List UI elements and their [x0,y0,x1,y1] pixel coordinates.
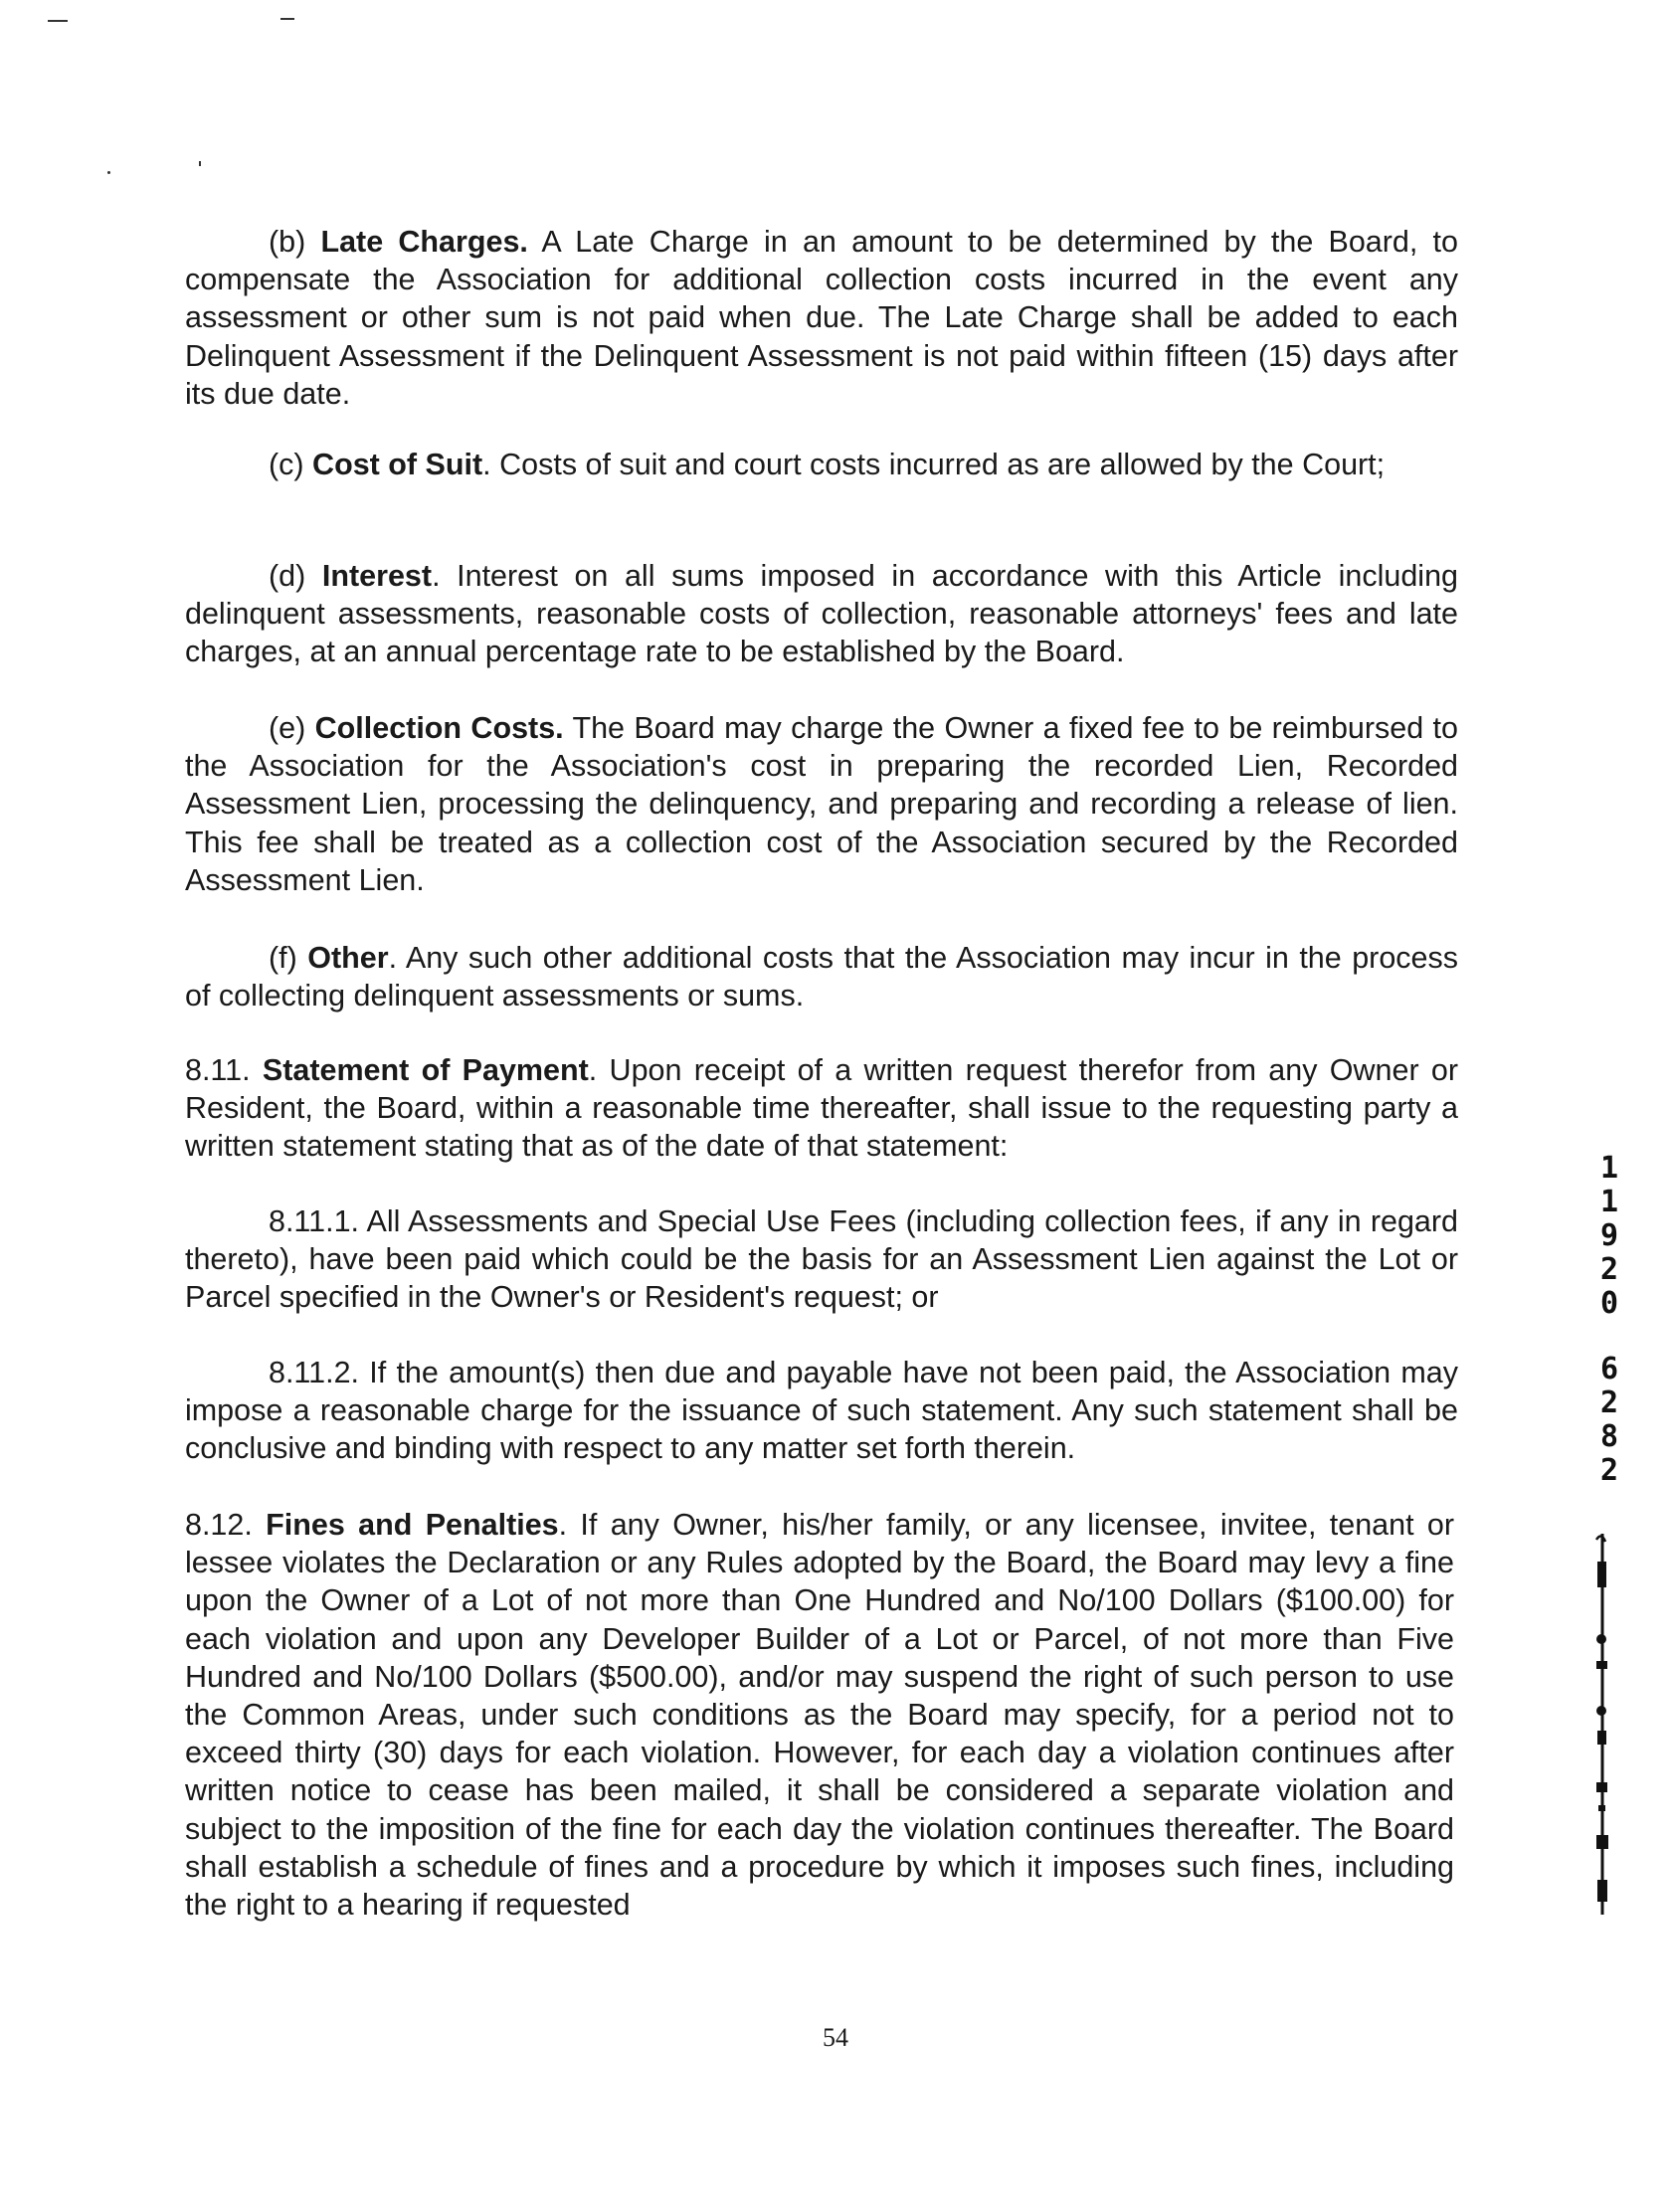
stamp-digit: 2 [1599,1385,1619,1420]
recording-stamp [1589,1152,1629,1488]
paragraph-text: A Late Charge in an amount to be determined by the Board, to compensate the Association for additional collection costs incurred in the event any assessment or other sum is not paid when due. The Late Charge shall be added to each Delinquent Assessment if the Delinquent Assessment is not paid within fifteen (15) days after its due date. [185,225,1458,411]
paragraph-heading: Other [307,941,389,975]
stamp-digit: 0 [1599,1286,1619,1321]
paragraph-heading: Interest [321,559,433,593]
paragraph-label: (d) [269,559,322,593]
section-fines-and-penalties [185,1506,1454,1924]
section-text: . Upon receipt of a written request therefor from any Owner or Resident, the Board, within a reasonable time thereafter, shall issue to the requesting party a written statement stating that as of the date of that statement: [185,1053,1458,1164]
page-number: 54 [823,2023,848,2052]
paragraph-text: . Interest on all sums imposed in accordance with this Article including delinquent assessments, reasonable costs of collection, reasonable attorneys' fees and late charges, at an annual percentage rate to be established by the Board. [185,559,1458,669]
scan-artifact [280,18,294,20]
barcode-margin-mark [1587,1532,1617,1920]
section-heading: Statement of Payment [262,1053,589,1087]
paragraph-text: . Costs of suit and court costs incurred as are allowed by the Court; [482,448,1386,481]
stamp-gap [1589,1321,1629,1353]
stamp-digit: 6 [1599,1352,1619,1386]
stamp-digit: 9 [1599,1218,1619,1253]
paragraph-heading: Late Charges. [320,225,528,259]
paragraph-label: (e) [269,711,315,745]
paragraph-label: (b) [269,225,321,259]
paragraph-label: (c) [269,448,313,481]
stamp-digit: 2 [1599,1453,1619,1488]
scan-artifact [199,161,201,166]
subsection-text: 8.11.1. All Assessments and Special Use Fees (including collection fees, if any in regard thereto), have been paid which could be the basis for an Assessment Lien against the Lot or Parcel specified in the Owner's or Resident's request; or [185,1204,1458,1315]
subsection-8-11-1 [185,1202,1458,1317]
paragraph-other [185,939,1458,1014]
section-number: 8.11. [185,1053,263,1087]
paragraph-collection-costs [185,709,1458,899]
section-text: . If any Owner, his/her family, or any licensee, invitee, tenant or lessee violates the Declaration or any Rules adopted by the Board, the Board may levy a fine upon the Owner of a Lot of not more than One Hundred and No/100 Dollars ($100.00) for each violation and upon any Developer Builder of a Lot or Parcel, of not more than Five Hundred and No/100 Dollars ($500.00), and/or may suspend the right of such person to use the Common Areas, under such conditions as the Board may specify, for a period not to exceed thirty (30) days for each violation. However, for each day a violation continues after written notice to cease has been mailed, it shall be considered a separate violation and subject to the imposition of the fine for each day the violation continues thereafter. The Board shall establish a schedule of fines and a procedure by which it imposes such fines, including the right to a hearing if requested [185,1508,1455,1923]
stamp-digit: 2 [1599,1252,1619,1287]
stamp-digit: 1 [1599,1185,1619,1219]
scan-artifact [107,171,110,174]
stamp-digit: 8 [1599,1419,1619,1454]
paragraph-interest [185,557,1458,671]
paragraph-late-charges [185,223,1458,413]
subsection-text: 8.11.2. If the amount(s) then due and payable have not been paid, the Association may impose a reasonable charge for the issuance of such statement. Any such statement shall be conclusive and binding with respect to any matter set forth therein. [185,1356,1458,1466]
paragraph-text: The Board may charge the Owner a fixed fee to be reimbursed to the Association for the Association's cost in preparing the recorded Lien, Recorded Assessment Lien, processing the delinquency, and preparing and recording a release of lien. This fee shall be treated as a collection cost of the Association secured by the Recorded Assessment Lien. [185,711,1458,897]
paragraph-cost-of-suit [185,446,1458,483]
section-heading: Fines and Penalties [266,1508,559,1542]
stamp-digit: 1 [1599,1151,1619,1186]
subsection-8-11-2 [185,1354,1458,1468]
scan-artifact [48,20,68,22]
section-statement-of-payment [185,1051,1458,1166]
paragraph-text: . Any such other additional costs that the Association may incur in the process of collecting delinquent assessments or sums. [185,941,1459,1014]
section-number: 8.12. [185,1508,267,1542]
paragraph-heading: Cost of Suit [312,448,483,481]
paragraph-label: (f) [269,941,308,975]
paragraph-heading: Collection Costs. [314,711,564,745]
